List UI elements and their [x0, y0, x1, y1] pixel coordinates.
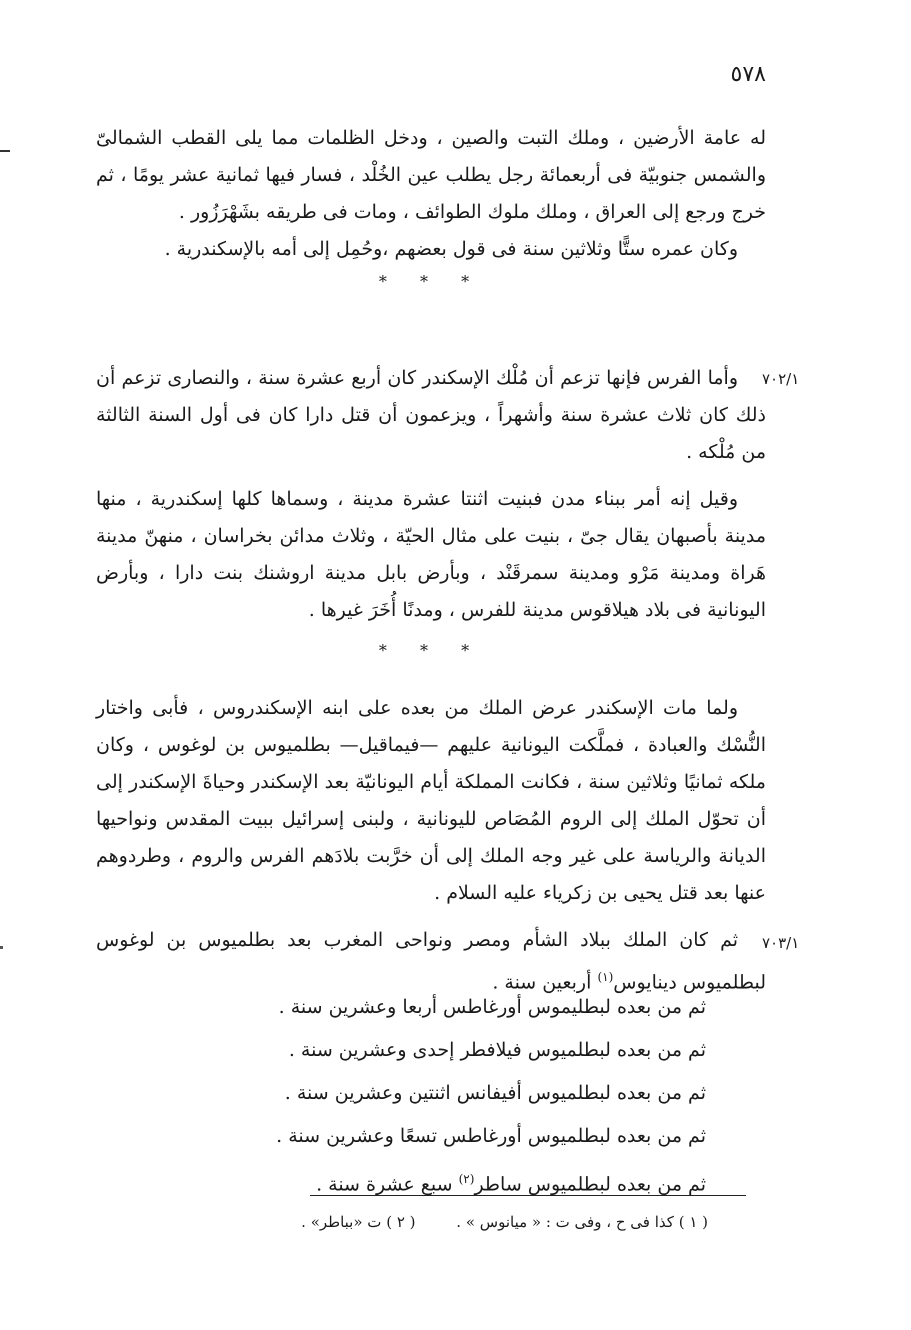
paragraph: وقيل إنه أمر ببناء مدن فبنيت اثنتا عشرة مدينة ، وسماها كلها إسكندرية ، منها مدينة بأصبهان يقال جىّ ، بنيت على مثال الحيّة ، وثلاث مدائن بخراسان ، منهنّ مدينة هَراة ومدينة مَرْو ومدينة سمرقَنْد ، وبأرض بابل مدينة اروشنك بنت دارا ، وبأرض اليونانية فى بلاد هيلاقوس مدينة للفرس ، ومدنًا أُخَرَ غيرها .: [96, 488, 766, 621]
succession-list: [270, 986, 706, 1206]
paragraph: وكان عمره ستًّا وثلاثين سنة فى قول بعضهم ،وحُمِل إلى أمه بالإسكندرية .: [164, 238, 738, 260]
list-item-text: سبع عشرة سنة .: [316, 1173, 453, 1196]
text-block-3: [96, 690, 766, 912]
footnotes: [200, 1208, 708, 1236]
footnote-mark: (٢): [458, 1172, 475, 1186]
footnote: ( ١ ) كذا فى ح ، وفى ت : « ميانوس » .: [456, 1213, 708, 1231]
paragraph: ولما مات الإسكندر عرض الملك من بعده على ابنه الإسكندروس ، فأبى واختار النُّسْك والعبادة ، فملَّكت اليونانية عليهم —فيماقيل— بطلميوس بن لوغوس ، وكان ملكه ثمانيًا وثلاثين سنة ، فكانت المملكة أيام اليونانيّة بعد الإسكندر وحياةَ الإسكندر إلى أن تحوّل الملك إلى الروم المُصَاص لليونانية ، ولبنى إسرائيل ببيت المقدس ونواحيها الديانة والرياسة على غير وجه الملك إلى أن خرَّبت بلادَهم الفرس والروم ، وطردوهم عنها بعد قتل يحيى بن زكرياء عليه السلام .: [96, 697, 766, 904]
list-item: ثم من بعده لبطليموس أورغاطس أربعا وعشرين سنة .: [278, 996, 706, 1018]
paragraph: وأما الفرس فإنها تزعم أن مُلْك الإسكندر كان أربع عشرة سنة ، والنصارى تزعم أن ذلك كان ثلاث عشرة سنة وأشهراً ، ويزعمون أن قتل دارا كان فى أول السنة الثالثة من مُلْكه .: [96, 367, 766, 463]
margin-reference: ٧٠٢/١: [762, 370, 800, 388]
footnote-rule: [310, 1195, 746, 1196]
list-item: ثم من بعده لبطلميوس فيلافطر إحدى وعشرين سنة .: [288, 1039, 706, 1061]
text-block-1: [96, 120, 766, 294]
scan-edge-mark: [0, 150, 10, 152]
section-separator: * * *: [378, 272, 484, 291]
list-item: ثم من بعده لبطلميوس أورغاطس تسعًا وعشرين سنة .: [276, 1125, 706, 1147]
paragraph-text: ثم كان الملك ببلاد الشأم ومصر ونواحى المغرب بعد بطلميوس بن لوغوس لبطلميوس دينايوس: [96, 929, 766, 994]
page-number: ٥٧٨: [730, 62, 766, 87]
list-item: ثم من بعده لبطلميوس أفيفانس اثنتين وعشرين سنة .: [284, 1082, 706, 1104]
list-item: [270, 1158, 706, 1206]
list-item-text: ثم من بعده لبطلميوس ساطر: [474, 1173, 706, 1196]
margin-reference: ٧٠٣/١: [762, 934, 800, 952]
text-block-2: [96, 360, 766, 663]
paragraph: له عامة الأرضين ، وملك التبت والصين ، ودخل الظلمات مما يلى القطب الشمالىّ والشمس جنوبيّة فى أربعمائة رجل يطلب عين الخُلْد ، فسار فيها ثمانية عشر يومًا ، ثم خرج ورجع إلى العراق ، وملك ملوك الطوائف ، ومات فى طريقه بشَهْرَزُور .: [96, 127, 766, 223]
footnote: ( ٢ ) ت «بباطر» .: [301, 1213, 416, 1231]
scan-edge-dot: [0, 946, 3, 949]
section-separator: * * *: [378, 641, 484, 660]
paragraph-text: أربعين سنة .: [492, 971, 592, 994]
footnote-mark: (١): [597, 970, 614, 984]
